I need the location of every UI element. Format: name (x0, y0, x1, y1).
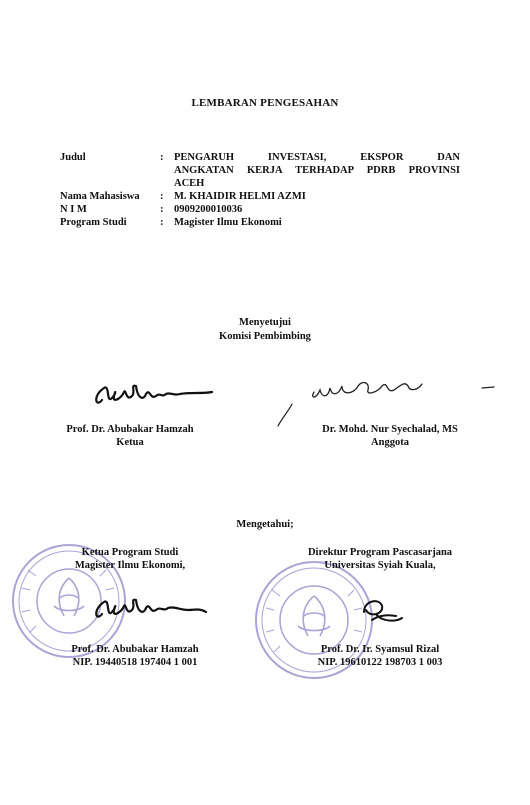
direktur-titles (280, 546, 480, 572)
approval-line-2: Komisi Pembimbing (219, 331, 311, 342)
nama-row (60, 190, 460, 203)
judul-line-2: ANGKATAN KERJA TERHADAP PDRB PROVINSI (174, 165, 460, 176)
judul-row (60, 151, 460, 190)
judul-label: Judul (60, 152, 86, 163)
nim-label: N I M (60, 204, 87, 215)
prodi-label: Program Studi (60, 217, 127, 228)
anggota-block (290, 423, 490, 449)
prodi-row (60, 216, 460, 229)
judul-line-3: ACEH (174, 178, 205, 189)
direktur-signature (352, 592, 412, 632)
ketua-prodi-title-1: Ketua Program Studi (81, 547, 179, 558)
colon: : (160, 204, 164, 215)
nama-value: M. KHAIDIR HELMI AZMI (174, 191, 306, 202)
direktur-signoff (280, 643, 480, 669)
colon: : (160, 191, 164, 202)
nim-value: 0909200010036 (174, 204, 243, 215)
acknowledged-heading: Mengetahui; (236, 519, 294, 530)
ketua-prodi-titles (40, 546, 220, 572)
page-title: LEMBARAN PENGESAHAN (191, 97, 339, 109)
ketua-role: Ketua (116, 437, 144, 448)
colon: : (160, 152, 164, 163)
direktur-nip: NIP. 19610122 198703 1 003 (317, 657, 443, 668)
direktur-name: Prof. Dr. Ir. Syamsul Rizal (320, 644, 440, 655)
ketua-prodi-signature (88, 590, 218, 626)
approval-line-1: Menyetujui (239, 317, 291, 328)
nim-row (60, 203, 460, 216)
ketua-prodi-signoff (40, 643, 230, 669)
ketua-block (40, 423, 220, 449)
judul-line-1: PENGARUH INVESTASI, EKSPOR DAN (174, 152, 460, 163)
ketua-signature (90, 378, 230, 412)
colon: : (160, 217, 164, 228)
prodi-value: Magister Ilmu Ekonomi (174, 217, 282, 228)
ketua-prodi-title-2: Magister Ilmu Ekonomi, (74, 560, 186, 571)
direktur-title-1: Direktur Program Pascasarjana (307, 547, 453, 558)
ketua-name: Prof. Dr. Abubakar Hamzah (66, 424, 194, 435)
approval-heading (0, 316, 530, 344)
direktur-title-2: Universitas Syiah Kuala, (324, 560, 436, 571)
ketua-prodi-name: Prof. Dr. Abubakar Hamzah (71, 644, 199, 655)
anggota-name: Dr. Mohd. Nur Syechalad, MS (322, 424, 458, 435)
judul-value (174, 151, 460, 190)
thesis-info (60, 151, 460, 229)
ketua-prodi-nip: NIP. 19440518 197404 1 001 (72, 657, 198, 668)
nama-label: Nama Mahasiswa (60, 191, 140, 202)
anggota-role: Anggota (371, 437, 409, 448)
